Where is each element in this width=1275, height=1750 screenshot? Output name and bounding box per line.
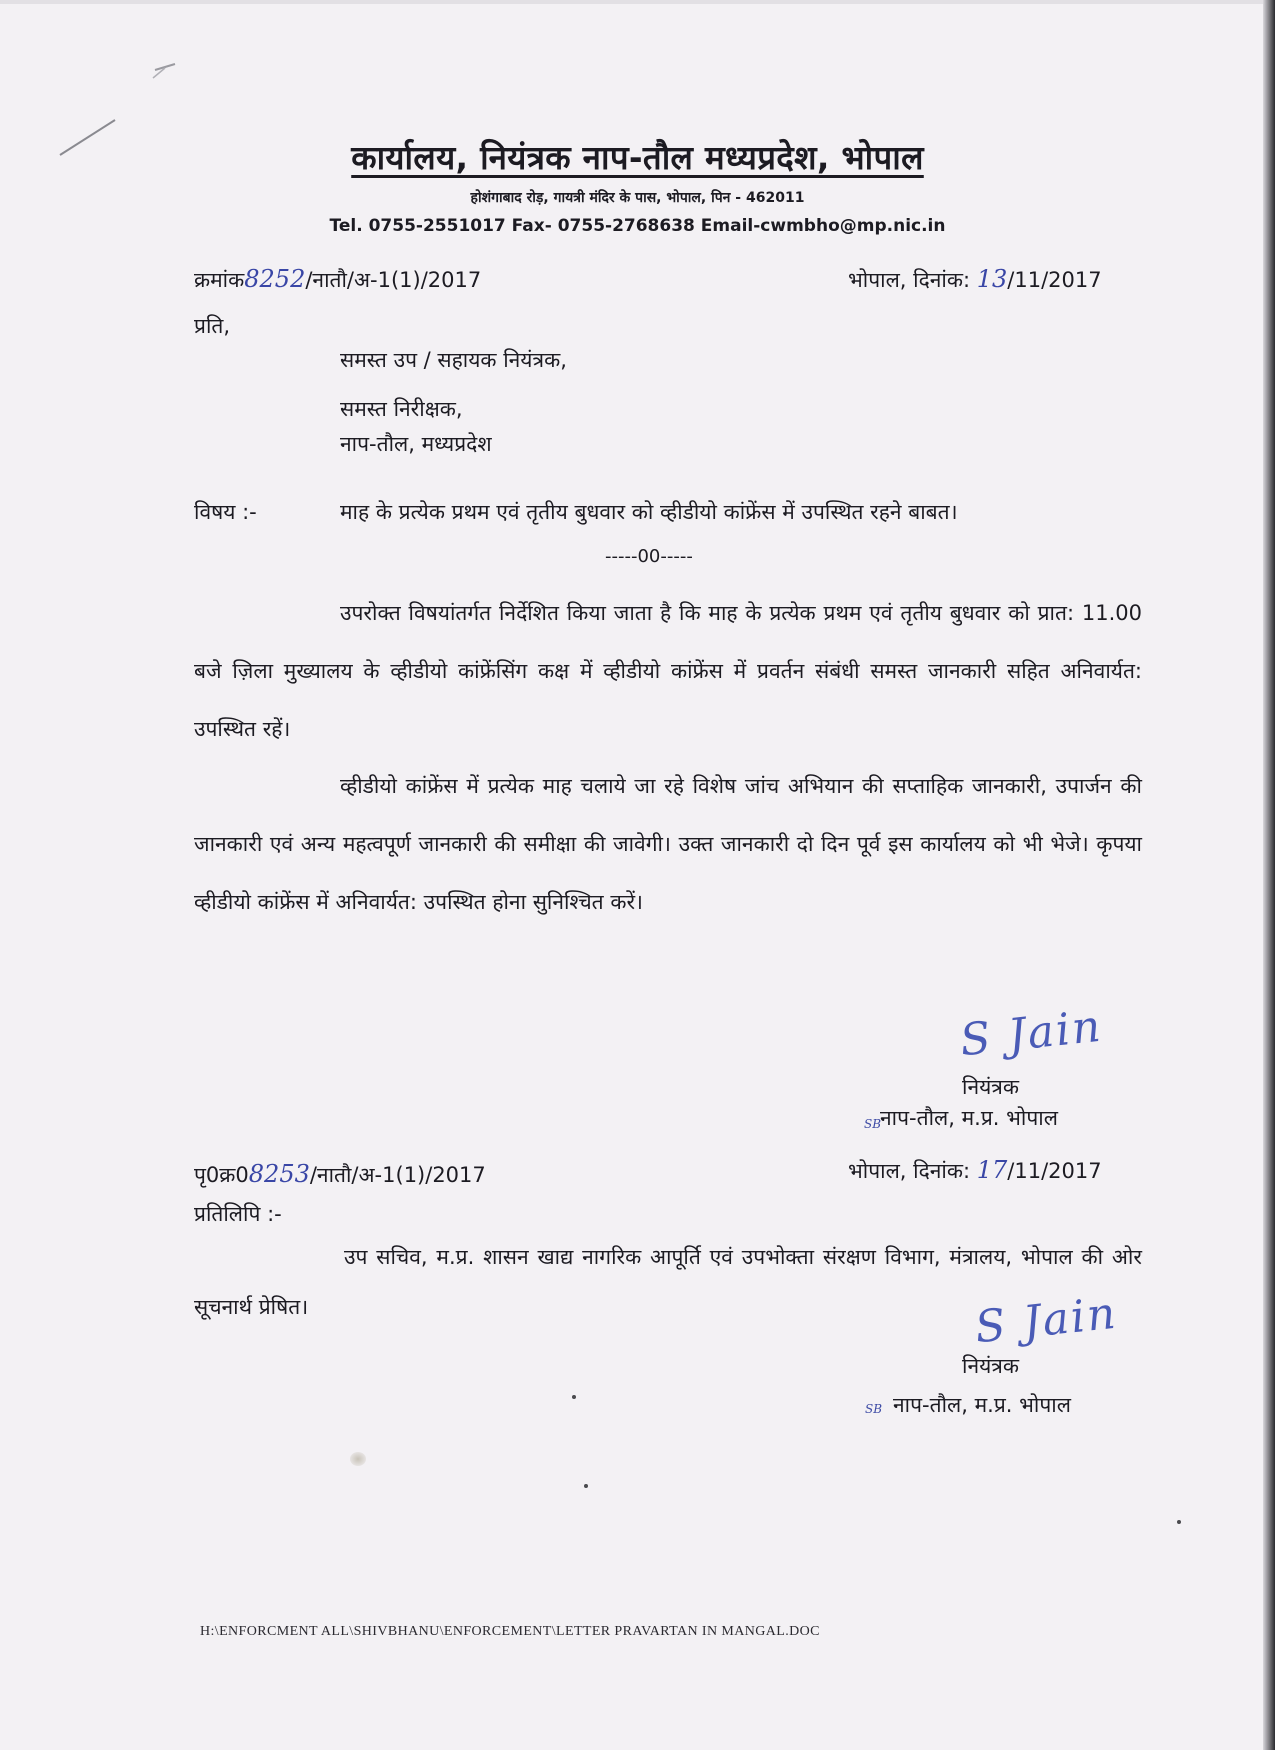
copy-reference-label: पृ0क्र0 [194, 1163, 249, 1187]
page-top-edge [0, 0, 1275, 4]
reference-date [848, 265, 1102, 294]
reference-number-handwritten: 8252 [244, 265, 306, 293]
reference-line [194, 265, 481, 294]
copy-date-day-handwritten: 17 [976, 1156, 1008, 1184]
addressee-line-3: नाप-तौल, मध्यप्रदेश [340, 432, 492, 456]
body-paragraph-2: व्हीडीयो कांफ्रेंस में प्रत्येक माह चलाये जा रहे विशेष जांच अभियान की सप्ताहिक जानकारी, उपार्जन की जानकारी एवं अन्य महत्वपूर्ण जानकारी की समीक्षा की जावेगी। उक्त जानकारी दो दिन पूर्व इस कार्यालय को भी भेजे। कृपया व्हीडीयो कांफ्रेंस में अनिवार्यत: उपस्थित होना सुनिश्चित करें। [194, 774, 1142, 914]
speck-mark [1177, 1520, 1181, 1524]
smudge-mark [350, 1452, 366, 1466]
copy-reference-suffix: /नातौ/अ-1(1)/2017 [309, 1163, 486, 1187]
copy-to-text: उप सचिव, म.प्र. शासन खाद्य नागरिक आपूर्ति एवं उपभोक्ता संरक्षण विभाग, मंत्रालय, भोपाल की ओर सूचनार्थ प्रेषित। [194, 1245, 1142, 1319]
letterhead-address: होशंगाबाद रोड़, गायत्री मंदिर के पास, भोपाल, पिन - 462011 [470, 190, 805, 206]
addressee-line-1: समस्त उप / सहायक नियंत्रक, [340, 348, 567, 372]
subject-separator: -----00----- [605, 546, 693, 567]
signature-2-initial: SB [865, 1402, 883, 1416]
speck-mark [584, 1484, 588, 1488]
speck-mark [572, 1395, 576, 1399]
signature-2: S Jain [972, 1287, 1120, 1354]
copy-reference-number-handwritten: 8253 [248, 1160, 310, 1188]
letterhead-title: कार्यालय, नियंत्रक नाप-तौल मध्यप्रदेश, भोपाल [351, 138, 924, 177]
date-day-handwritten: 13 [976, 265, 1008, 293]
signature-1-initial: SB [864, 1117, 882, 1131]
addressee-line-2: समस्त निरीक्षक, [340, 397, 463, 421]
reference-label: क्रमांक [194, 268, 245, 292]
reference-suffix: /नातौ/अ-1(1)/2017 [305, 268, 482, 292]
footer-file-path: H:\ENFORCMENT ALL\SHIVBHANU\ENFORCEMENT\LETTER PRAVARTAN IN MANGAL.DOC [200, 1624, 820, 1639]
date-rest: /11/2017 [1007, 268, 1102, 292]
copy-reference-date [848, 1156, 1102, 1185]
copy-to-label: प्रतिलिपि :- [194, 1202, 282, 1226]
page-right-edge [1263, 0, 1275, 1750]
copy-reference-line [194, 1160, 486, 1189]
subject-label: विषय :- [194, 500, 257, 524]
to-label: प्रति, [194, 314, 231, 338]
date-label: भोपाल, दिनांक: [848, 268, 971, 292]
signature-2-office: नाप-तौल, म.प्र. भोपाल [893, 1393, 1071, 1417]
body-paragraph-1: उपरोक्त विषयांतर्गत निर्देशित किया जाता है कि माह के प्रत्येक प्रथम एवं तृतीय बुधवार को प्रात: 11.00 बजे ज़िला मुख्यालय के व्हीडीयो कांफ्रेंसिंग कक्ष में व्हीडीयो कांफ्रेंस में प्रवर्तन संबंधी समस्त जानकारी सहित अनिवार्यत: उपस्थित रहें। [194, 601, 1142, 741]
signature-2-designation: नियंत्रक [962, 1354, 1019, 1378]
letterhead-contact: Tel. 0755-2551017 Fax- 0755-2768638 Email-cwmbho@mp.nic.in [329, 216, 946, 236]
copy-date-rest: /11/2017 [1007, 1159, 1102, 1183]
signature-1: S Jain [957, 1000, 1105, 1067]
signature-1-office: नाप-तौल, म.प्र. भोपाल [880, 1106, 1058, 1130]
subject-text: माह के प्रत्येक प्रथम एवं तृतीय बुधवार को व्हीडीयो कांफ्रेंस में उपस्थित रहने बाबत। [340, 500, 958, 524]
copy-date-label: भोपाल, दिनांक: [848, 1159, 971, 1183]
signature-1-designation: नियंत्रक [962, 1075, 1019, 1099]
